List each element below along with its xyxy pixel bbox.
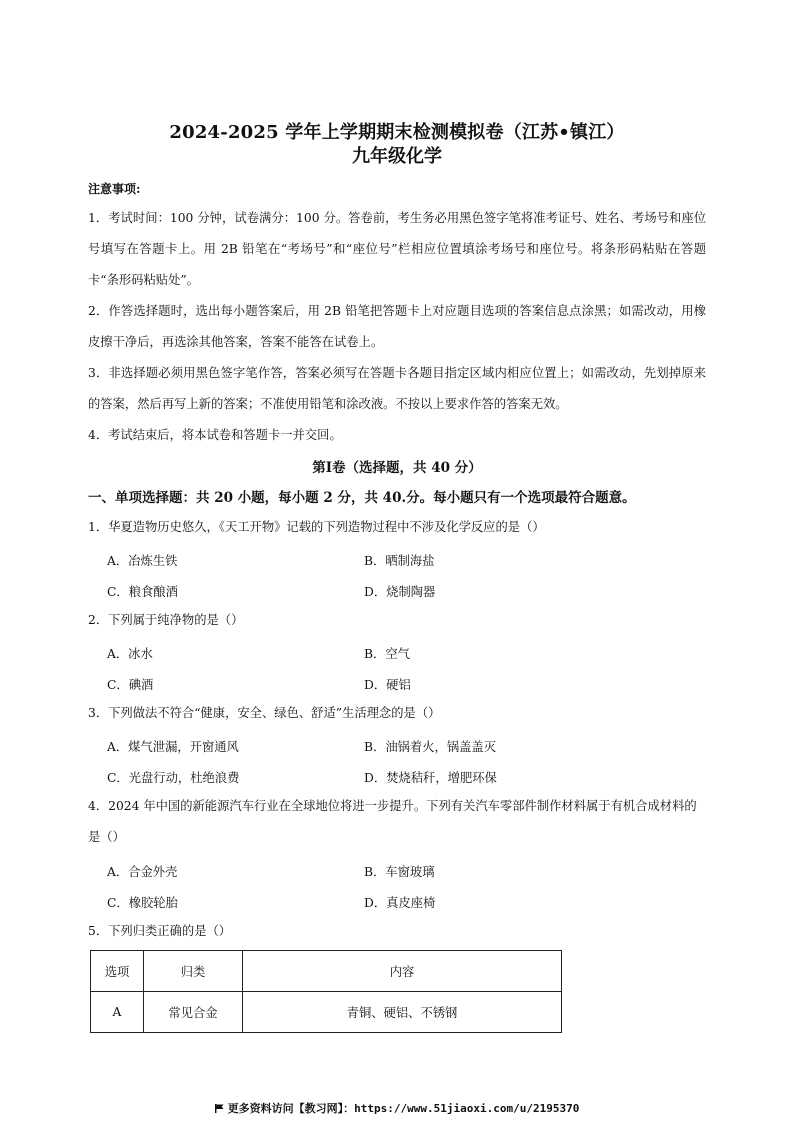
table-header-content: 内容	[243, 951, 562, 992]
notice-item-1: 1．考试时间：100 分钟，试卷满分：100 分。答卷前，考生务必用黑色签字笔将准考证号、姓名、考场号和座位号填写在答题卡上。用 2B 铅笔在“考场号”和“座位号”栏相应位置填涂考场号和座位号。将条形码粘贴在答题卡“条形码粘贴处”。	[88, 211, 706, 287]
question-4-option-b: B．车窗玻璃	[364, 865, 435, 879]
question-5-stem: 5．下列归类正确的是（）	[88, 924, 232, 938]
question-2-option-a: A．冰水	[107, 647, 153, 661]
table-row	[91, 992, 562, 1033]
question-1-option-d: D．烧制陶器	[364, 585, 436, 599]
table-header-option: 选项	[91, 951, 144, 992]
table-cell-category: 常见合金	[144, 992, 243, 1033]
notice-item-3: 3．非选择题必须用黑色签字笔作答，答案必须写在答题卡各题目指定区域内相应位置上；如需改动，先划掉原来的答案，然后再写上新的答案；不准使用铅笔和涂改液。不按以上要求作答的答案无效。	[88, 366, 706, 411]
question-3-option-a: A．煤气泄漏，开窗通风	[107, 740, 239, 754]
question-2-option-c: C．碘酒	[107, 678, 154, 692]
footer-text: 更多资料访问【教习网】：https://www.51jiaoxi.com/u/2195370	[227, 1102, 580, 1115]
question-2-option-b: B．空气	[364, 647, 410, 661]
flag-icon	[215, 1104, 224, 1113]
table-cell-content: 青铜、硬铝、不锈钢	[243, 992, 562, 1033]
part-title: 一、单项选择题：共 20 小题，每小题 2 分，共 40.分。每小题只有一个选项最符合题意。	[88, 490, 636, 506]
question-1-stem: 1．华夏造物历史悠久，《天工开物》记载的下列造物过程中不涉及化学反应的是（）	[88, 520, 545, 534]
exam-subtitle: 九年级化学	[352, 146, 442, 167]
question-1-option-c: C．粮食酿酒	[107, 585, 178, 599]
notice-heading: 注意事项:	[88, 182, 141, 196]
footer-link[interactable]	[0, 1100, 794, 1116]
question-2-option-d: D．硬铝	[364, 678, 411, 692]
question-2-stem: 2．下列属于纯净物的是（）	[88, 613, 244, 627]
question-4-option-d: D．真皮座椅	[364, 896, 436, 910]
question-4-stem: 4．2024 年中国的新能源汽车行业在全球地位将进一步提升。下列有关汽车零部件制作材料属于有机合成材料的是（）	[88, 799, 697, 844]
section-title: 第Ⅰ卷（选择题，共 40 分）	[312, 460, 482, 476]
question-3-option-b: B．油锅着火，锅盖盖灭	[364, 740, 497, 754]
notice-item-4: 4．考试结束后，将本试卷和答题卡一并交回。	[88, 428, 342, 442]
exam-title: 2024-2025 学年上学期期末检测模拟卷（江苏•镇江）	[169, 122, 625, 143]
question-4-option-c: C．橡胶轮胎	[107, 896, 178, 910]
question-3-option-c: C．光盘行动，杜绝浪费	[107, 771, 240, 785]
question-1-option-a: A．冶炼生铁	[107, 554, 178, 568]
table-cell-option: A	[91, 992, 144, 1033]
question-1-option-b: B．晒制海盐	[364, 554, 435, 568]
table-header-category: 归类	[144, 951, 243, 992]
question-4-option-a: A．合金外壳	[107, 865, 178, 879]
classification-table	[90, 950, 562, 1033]
table-header-row	[91, 951, 562, 992]
notice-item-2: 2．作答选择题时，选出每小题答案后，用 2B 铅笔把答题卡上对应题目选项的答案信息点涂黑；如需改动，用橡皮擦干净后，再选涂其他答案，答案不能答在试卷上。	[88, 304, 706, 349]
question-3-option-d: D．焚烧秸秆，增肥环保	[364, 771, 497, 785]
question-3-stem: 3．下列做法不符合“健康，安全、绿色、舒适”生活理念的是（）	[88, 706, 441, 720]
